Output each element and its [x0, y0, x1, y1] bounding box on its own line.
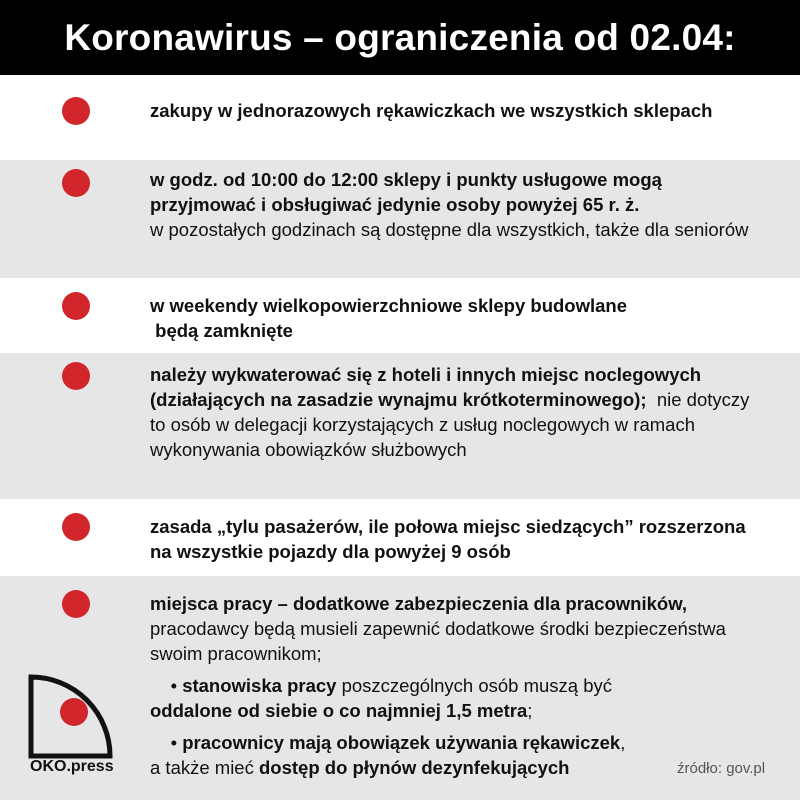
item-bold-text: będą zamknięte — [155, 320, 293, 341]
item-bold-text: w godz. od 10:00 do 12:00 sklepy i punkty usługowe mogą przyjmować i obsługiwać jedynie osoby powyżej 65 r. ż. — [150, 169, 662, 215]
item-text — [150, 362, 750, 462]
source-text: źródło: gov.pl — [677, 760, 766, 777]
item-text — [150, 514, 750, 564]
bullet-icon: • — [170, 732, 178, 753]
bullet-punctuation: ; — [527, 700, 533, 721]
bullet-bold-text: dostęp do płynów dezynfekujących — [259, 757, 570, 778]
red-dot-icon — [62, 590, 90, 618]
item-normal-text: nie dotyczy to osób w delegacji korzystających z usług noclegowych w ramach wykonywania obowiązków służbowych — [150, 389, 750, 460]
red-dot-icon — [62, 362, 90, 390]
red-dot-icon — [60, 698, 88, 726]
list-item — [0, 353, 800, 499]
item-normal-text: pracodawcy będą musieli zapewnić dodatkowe środki bezpieczeństwa swoim pracownikom; — [150, 618, 726, 664]
item-text — [150, 167, 755, 242]
header-bar — [0, 0, 800, 75]
bullet-normal-text: poszczególnych osób muszą być — [341, 675, 613, 696]
page-title: Koronawirus – ograniczenia od 02.04: — [64, 16, 736, 58]
red-dot-icon — [62, 169, 90, 197]
logo-text: OKO.press — [30, 758, 114, 775]
red-dot-icon — [62, 292, 90, 320]
bullet-normal-text: a także mieć — [150, 757, 254, 778]
item-bold-text: miejsca pracy – dodatkowe zabezpieczenia dla pracowników, — [150, 593, 688, 614]
bullet-bold-text: oddalone od siebie o co najmniej 1,5 metra — [150, 700, 528, 721]
red-dot-icon — [62, 513, 90, 541]
bullet-punctuation: , — [620, 732, 626, 753]
item-text — [150, 591, 740, 666]
item-bold-text: zakupy w jednorazowych rękawiczkach we wszystkich sklepach — [150, 100, 713, 121]
item-bold-text: zasada „tylu pasażerów, ile połowa miejsc siedzących” rozszerzona na wszystkie pojazdy dla powyżej 9 osób — [150, 516, 746, 562]
list-item — [0, 278, 800, 353]
bullet-bold-text: pracownicy mają obowiązek używania rękawiczek — [182, 732, 621, 753]
list-item — [0, 160, 800, 278]
list-item — [0, 75, 800, 160]
item-bold-text: należy wykwaterować się z hoteli i innych miejsc noclegowych (działających na zasadzie wynajmu krótkoterminowego); — [150, 364, 702, 410]
item-text — [150, 98, 740, 123]
list-item — [0, 499, 800, 576]
red-dot-icon — [62, 97, 90, 125]
bullet-item — [150, 730, 750, 780]
bullet-bold-text: stanowiska pracy — [182, 675, 337, 696]
item-text — [150, 293, 780, 343]
item-bold-text: w weekendy wielkopowierzchniowe sklepy budowlane — [150, 295, 628, 316]
item-normal-text: w pozostałych godzinach są dostępne dla wszystkich, także dla seniorów — [150, 219, 749, 240]
bullet-icon: • — [170, 675, 178, 696]
bullet-item — [150, 673, 750, 723]
